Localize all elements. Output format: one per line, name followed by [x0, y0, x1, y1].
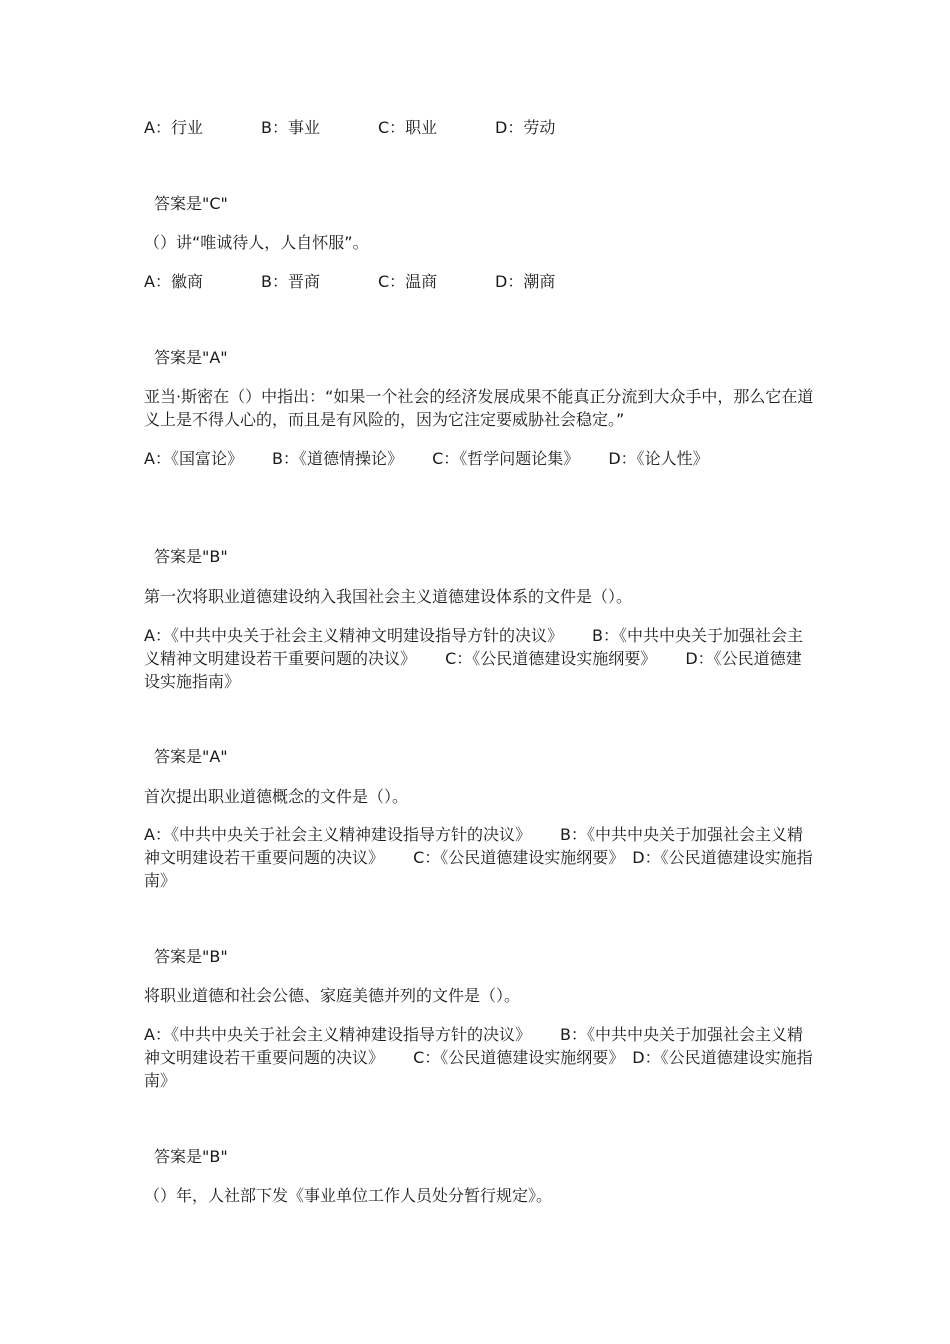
- option-c: C：职业: [378, 118, 438, 137]
- options-text: A：《国富论》 B：《道德情操论》 C：《哲学问题论集》 D：《论人性》: [144, 449, 709, 468]
- options-row: [144, 270, 814, 293]
- question-text: （）年，人社部下发《事业单位工作人员处分暂行规定》。: [144, 1186, 553, 1205]
- answer-text: 答案是"B": [154, 947, 228, 966]
- option-d: D：劳动: [495, 118, 556, 137]
- option-b: B：晋商: [261, 272, 320, 291]
- answer-text: 答案是"A": [154, 747, 228, 766]
- options-text: A：《中共中央关于社会主义精神建设指导方针的决议》 B：《中共中央关于加强社会主义精神文明建设若干重要问题的决议》 C：《公民道德建设实施纲要》 D：《公民道德建设实施指南》: [144, 1025, 813, 1090]
- question-text: 首次提出职业道德概念的文件是（）。: [144, 787, 409, 806]
- question-text: （）讲“唯诚待人，人自怀服”。: [144, 233, 369, 252]
- options-text: A：《中共中央关于社会主义精神文明建设指导方针的决议》 B：《中共中央关于加强社会主义精神文明建设若干重要问题的决议》 C：《公民道德建设实施纲要》 D：《公民道德建设实施指南》: [144, 626, 804, 691]
- option-a: A：徽商: [144, 272, 203, 291]
- answer-text: 答案是"B": [154, 1147, 228, 1166]
- option-d: D：潮商: [495, 272, 556, 291]
- answer-text: 答案是"C": [154, 194, 228, 213]
- answer-text: 答案是"A": [154, 348, 228, 367]
- option-b: B：事业: [261, 118, 320, 137]
- options-text: A：《中共中央关于社会主义精神建设指导方针的决议》 B：《中共中央关于加强社会主义精神文明建设若干重要问题的决议》 C：《公民道德建设实施纲要》 D：《公民道德建设实施指南》: [144, 825, 813, 890]
- option-a: A：行业: [144, 118, 203, 137]
- options-row: [144, 116, 814, 139]
- option-c: C：温商: [378, 272, 438, 291]
- question-text: 将职业道德和社会公德、家庭美德并列的文件是（）。: [144, 986, 521, 1005]
- question-text: 亚当·斯密在（）中指出：“如果一个社会的经济发展成果不能真正分流到大众手中，那么它在道义上是不得人心的，而且是有风险的，因为它注定要威胁社会稳定。”: [144, 387, 814, 429]
- question-text: 第一次将职业道德建设纳入我国社会主义道德建设体系的文件是（）。: [144, 587, 633, 606]
- answer-text: 答案是"B": [154, 547, 228, 566]
